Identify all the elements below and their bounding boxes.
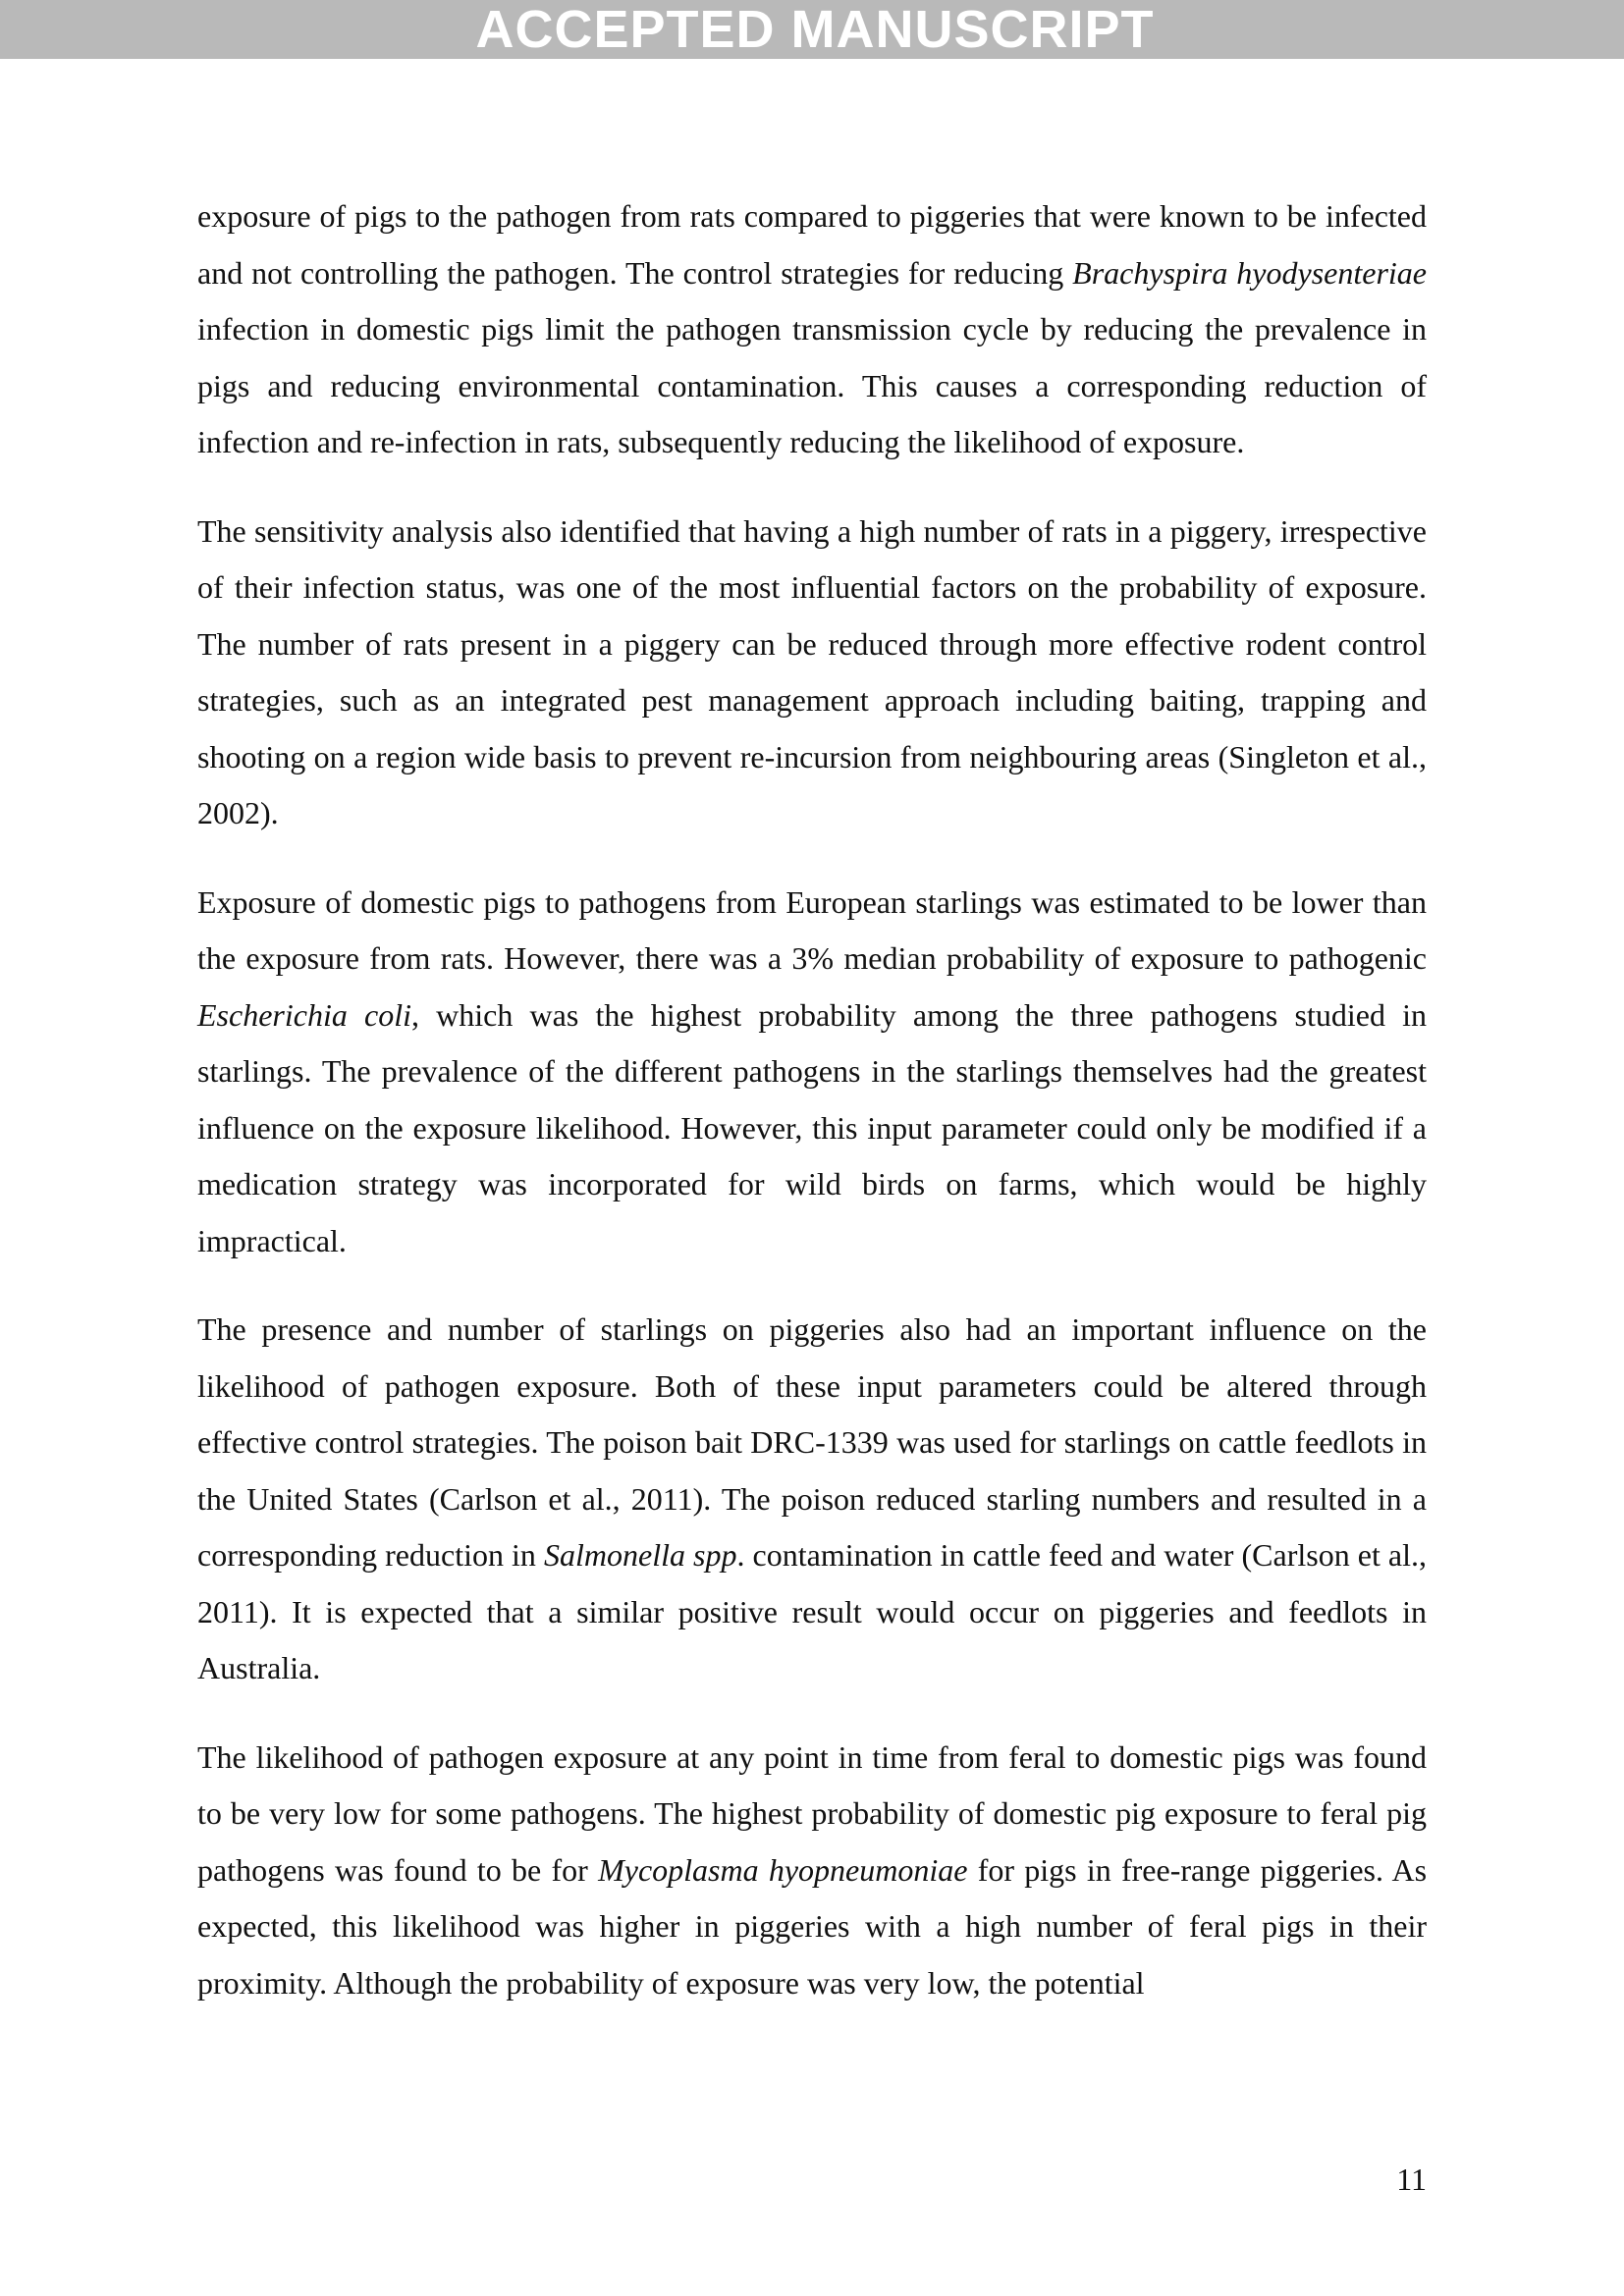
banner-text: ACCEPTED MANUSCRIPT: [475, 0, 1155, 59]
text-run: Exposure of domestic pigs to pathogens from European starlings was estimated to be lower than the exposure from rats. However, there was a 3% median probability of exposure to pathogenic: [197, 883, 1427, 976]
text-run: exposure of pigs to the pathogen from rats compared to piggeries that were known to be infected and not controlling the pathogen. The control strategies for reducing: [197, 198, 1427, 291]
text-run: The sensitivity analysis also identified that having a high number of rats in a piggery, irrespective of their infection status, was one of the most influential factors on the probability of exposure. The number of rats present in a piggery can be reduced through more effective rodent control strategies, such as an integrated pest management approach including baiting, trapping and shooting on a region wide basis to prevent re-incursion from neighbouring areas (Singleton et al., 2002).: [197, 512, 1427, 830]
text-run: The presence and number of starlings on piggeries also had an important influence on the likelihood of pathogen exposure. Both of these input parameters could be altered through effective control strategies. The poison bait DRC-1339 was used for starlings on cattle feedlots in the United States (Carlson et al., 2011). The poison reduced starling numbers and resulted in a corresponding reduction in: [197, 1311, 1427, 1573]
text-run: . contamination in cattle feed and water (Carlson et al., 2011). It is expected that a similar positive result would occur on piggeries and feedlots in Australia.: [197, 1537, 1427, 1685]
accepted-manuscript-banner: [0, 0, 1624, 59]
italic-term: Escherichia coli: [197, 996, 411, 1033]
italic-term: Salmonella spp: [543, 1537, 737, 1573]
paragraph: [197, 1730, 1427, 2012]
page-number: 11: [1396, 2162, 1427, 2197]
text-run: , which was the highest probability among the three pathogens studied in starlings. The prevalence of the different pathogens in the starlings themselves had the greatest influence on the exposure likelihood. However, this input parameter could only be modified if a medication strategy was incorporated for wild birds on farms, which would be highly impractical.: [197, 996, 1428, 1258]
paragraph: [197, 1302, 1427, 1697]
text-run: The likelihood of pathogen exposure at any point in time from feral to domestic pigs was found to be very low for some pathogens. The highest probability of domestic pig exposure to feral pig pathogens was found to be for: [197, 1738, 1427, 1888]
text-run: infection in domestic pigs limit the pathogen transmission cycle by reducing the prevalence in pigs and reducing environmental contamination. This causes a corresponding reduction of infection and re-infection in rats, subsequently reducing the likelihood of exposure.: [197, 311, 1427, 459]
paragraph: [197, 504, 1427, 842]
text-run: for pigs in free-range piggeries. As expected, this likelihood was higher in piggeries with a high number of feral pigs in their proximity. Although the probability of exposure was very low, the potential: [197, 1851, 1428, 2001]
body-text: [197, 188, 1427, 2044]
paragraph: [197, 188, 1427, 471]
italic-term: Brachyspira hyodysenteriae: [1072, 254, 1428, 291]
italic-term: Mycoplasma hyopneumoniae: [598, 1851, 968, 1888]
paragraph: [197, 875, 1427, 1270]
